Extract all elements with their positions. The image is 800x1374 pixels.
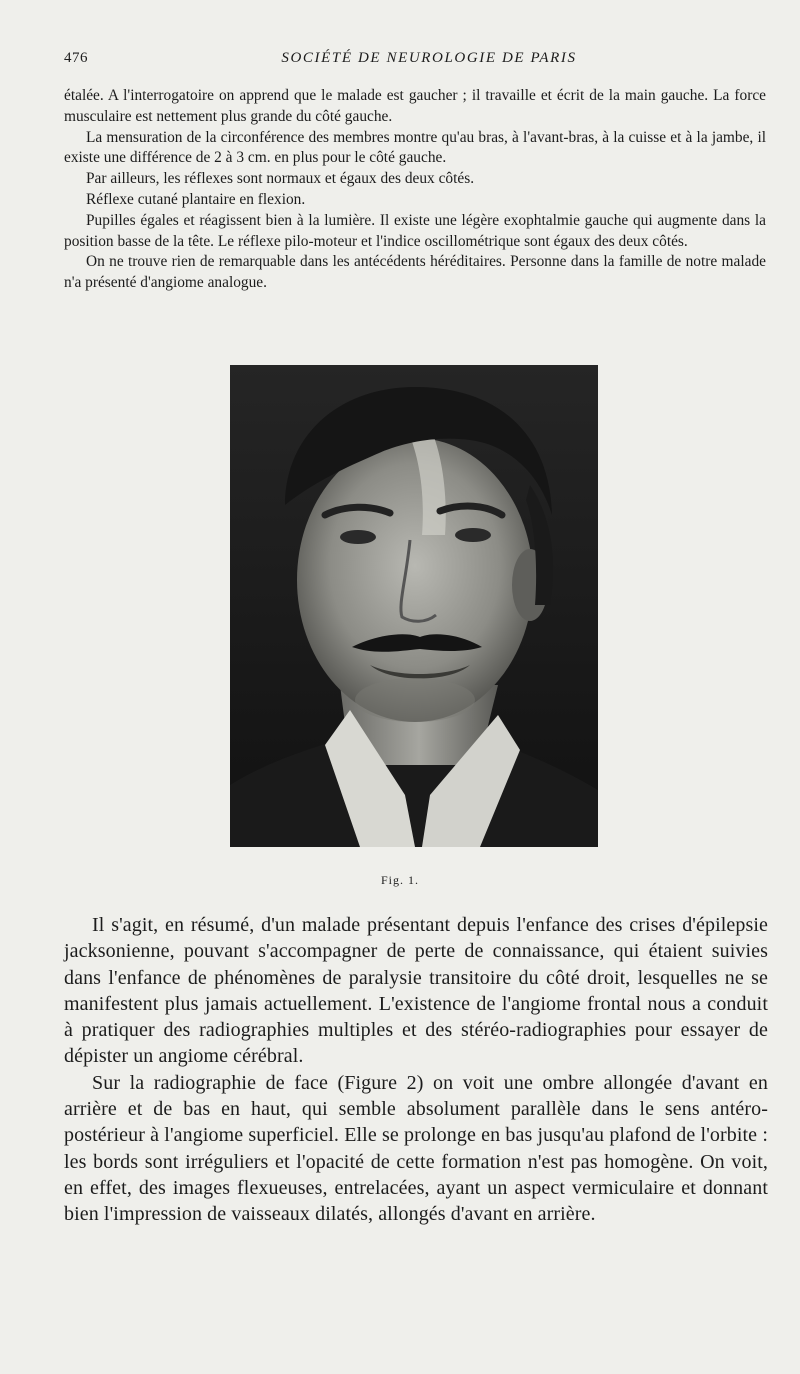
paragraph: Réflexe cutané plantaire en flexion. [86,190,306,208]
patient-portrait-photo [230,365,598,847]
paragraph: étalée. A l'interrogatoire on apprend que le malade est gaucher ; il travaille et écrit de la main gauche. La force musculaire est nettement plus grande du côté gauche. [64,87,766,125]
paragraph: Il s'agit, en résumé, d'un malade présentant depuis l'enfance des crises d'épilepsie jacksonienne, pouvant s'accompagner de perte de connaissance, qui étaient suivies dans l'enfance de phénomènes de paralysie transitoire du côté droit, lesquelles ne se manifestent plus jamais actuellement. L'existence de l'angiome frontal nous a conduit à pratiquer des radiographies multiples et des stéréo-radiographies pour essayer de dépister un angiome cérébral. [64,914,768,1068]
figure-caption: Fig. 1. [380,873,419,887]
page-number: 476 [64,50,88,66]
paragraph: Sur la radiographie de face (Figure 2) on voit une ombre allongée d'avant en arrière et de bas en haut, qui semble absolument parallèle dans le sens antéro-postérieur à l'angiome superficiel. Elle se prolonge en bas jusqu'au plafond de l'orbite : les bords sont irréguliers et l'opacité de cette formation n'est pas homogène. On voit, en effet, des images flexueuses, entrelacées, ayant un aspect vermiculaire et donnant bien l'impression de vaisseaux dilatés, allongés d'avant en arrière. [64,1071,768,1226]
paragraph: La mensuration de la circonférence des membres montre qu'au bras, à l'avant-bras, à la cuisse et à la jambe, il existe une différence de 2 à 3 cm. en plus pour le côté gauche. [64,128,766,167]
case-details-section [64,86,766,294]
paragraph: Par ailleurs, les réflexes sont normaux et égaux des deux côtés. [86,170,475,188]
running-header [64,50,764,74]
running-title: SOCIÉTÉ DE NEUROLOGIE DE PARIS [281,50,577,66]
paragraph: Pupilles égales et réagissent bien à la lumière. Il existe une légère exophtalmie gauche qui augmente dans la position basse de la tête. Le réflexe pilo-moteur et l'indice oscillométrique sont égaux des deux côtés. [64,211,766,250]
paragraph: On ne trouve rien de remarquable dans les antécédents héréditaires. Personne dans la famille de notre malade n'a présenté d'angiome analogue. [64,253,766,292]
summary-section [64,912,768,1228]
